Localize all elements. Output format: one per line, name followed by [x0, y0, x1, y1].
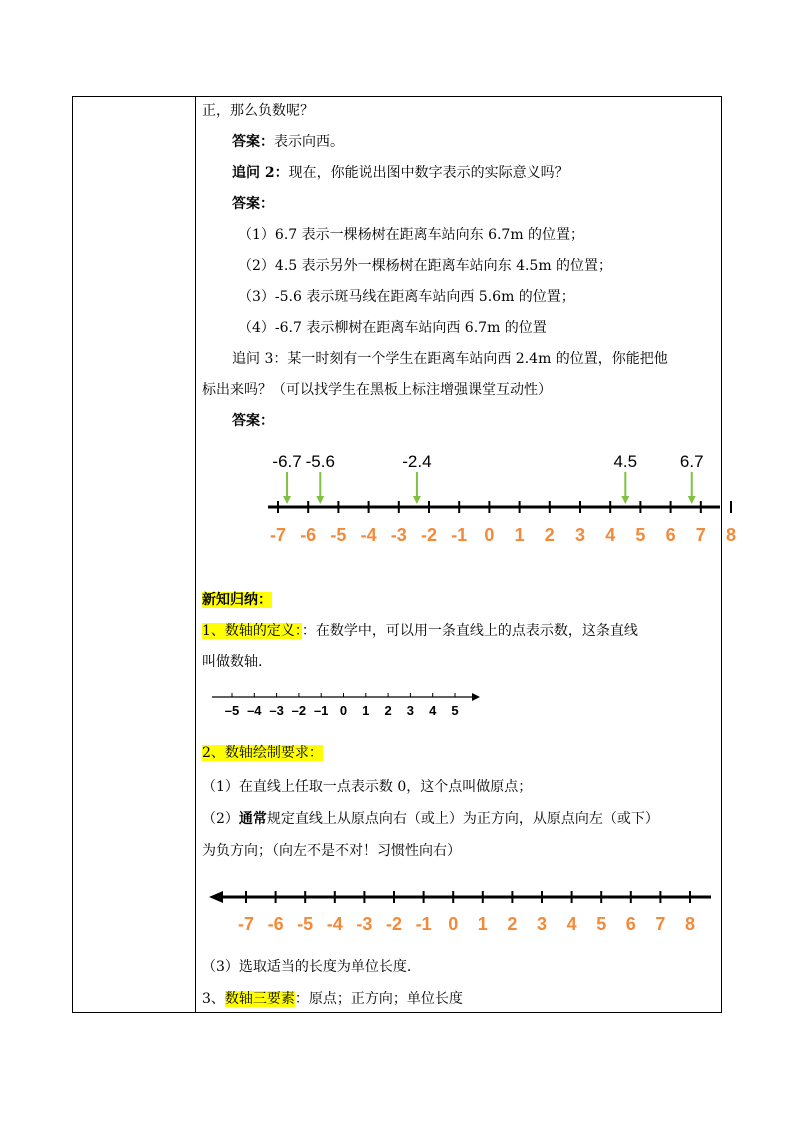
- answer-1: [232, 132, 344, 152]
- tick-label: 2: [384, 703, 392, 718]
- summary-heading: [202, 590, 272, 610]
- rule-3: （3）选取适当的长度为单位长度.: [202, 959, 412, 975]
- lesson-table: [72, 96, 737, 1013]
- tick-label: –5: [224, 703, 240, 718]
- tick-label: 3: [574, 525, 586, 545]
- answer-item-4: （4）-6.7 表示柳树在距离车站向西 6.7m 的位置: [238, 320, 547, 336]
- column-divider: [195, 97, 196, 1012]
- question-2: [232, 163, 569, 183]
- rule-2-rest: 规定直线上从原点向右（或上）为正方向，从原点向左（或下）: [266, 811, 659, 827]
- marker-arrow-head: [316, 496, 324, 504]
- tick-label: 7: [655, 914, 666, 934]
- rule-2-line1: [202, 809, 659, 829]
- tick-label: 5: [635, 525, 646, 545]
- tick-label: 3: [406, 703, 415, 718]
- tick-label: 4: [429, 703, 437, 718]
- rule-2-prefix: （2）: [202, 811, 239, 827]
- question-3-line1: 追问 3：某一时刻有一个学生在距离车站向西 2.4m 的位置，你能把他: [232, 351, 668, 367]
- marker-arrow-head: [688, 496, 696, 504]
- tick-label: 1: [362, 703, 370, 718]
- rule-1: （1）在直线上任取一点表示数 0，这个点叫做原点；: [202, 779, 533, 795]
- axis-arrow-head: [209, 891, 223, 903]
- tick-label: -6: [267, 914, 284, 934]
- tick-label: -7: [269, 525, 287, 545]
- tick-label: 1: [477, 914, 488, 934]
- tick-label: 5: [596, 914, 607, 934]
- rule-2-line2: 为负方向；（向左不是不对！习惯性向右）: [202, 843, 461, 859]
- marker-label: -6.7: [272, 452, 302, 471]
- tick-label: -5: [297, 914, 314, 934]
- answer-text: 表示向西。: [274, 134, 344, 150]
- tick-label: -4: [360, 525, 377, 545]
- number-line-definition: [212, 687, 482, 727]
- tick-label: 1: [514, 525, 525, 545]
- rule-2-bold: 通常: [238, 811, 267, 827]
- marker-arrow-head: [283, 496, 291, 504]
- marker-label: 6.7: [679, 452, 704, 471]
- three-elements-label: 数轴三要素: [224, 991, 295, 1007]
- tick-label: -2: [420, 525, 438, 545]
- tick-label: 6: [625, 914, 636, 934]
- marker-arrow-head: [413, 496, 421, 504]
- tick-label: -4: [326, 914, 343, 934]
- tick-label: 8: [725, 525, 737, 545]
- summary-heading-text: 新知归纳：: [202, 592, 272, 608]
- tick-label: 2: [507, 914, 518, 934]
- tick-label: 5: [451, 703, 459, 718]
- tick-label: -1: [415, 914, 432, 934]
- tick-label: -3: [356, 914, 373, 934]
- answer-label: 答案：: [232, 134, 274, 150]
- tick-label: 2: [544, 525, 555, 545]
- axis-arrow-head: [472, 693, 480, 701]
- three-elements: [202, 989, 463, 1009]
- answer-3-label: 答案：: [232, 413, 274, 429]
- tick-label: –4: [247, 703, 262, 718]
- marker-label: 4.5: [613, 452, 638, 471]
- three-elements-text: ：原点；正方向；单位长度: [294, 991, 463, 1007]
- tick-label: 8: [684, 914, 696, 934]
- definition-line2: 叫做数轴.: [202, 654, 263, 670]
- tick-label: 6: [665, 525, 676, 545]
- definition-line1: [202, 621, 638, 641]
- answer-item-1: （1）6.7 表示一棵杨树在距离车站向东 6.7m 的位置；: [238, 227, 585, 243]
- tick-label: -5: [330, 525, 347, 545]
- answer-item-2: （2）4.5 表示另外一棵杨树在距离车站向东 4.5m 的位置；: [238, 258, 613, 274]
- tick-label: 0: [448, 914, 459, 934]
- tick-label: -6: [300, 525, 317, 545]
- tick-label: 0: [484, 525, 495, 545]
- number-line-direction: [207, 887, 712, 942]
- marker-label: -2.4: [402, 452, 432, 471]
- text-p1: 正，那么负数呢？: [202, 103, 314, 119]
- definition-label: 1、数轴的定义：: [202, 623, 302, 639]
- three-elements-prefix: 3、: [202, 991, 225, 1007]
- answer-item-3: （3）-5.6 表示斑马线在距离车站向西 5.6m 的位置；: [238, 289, 575, 305]
- tick-label: -2: [385, 914, 403, 934]
- marker-label: -5.6: [305, 452, 335, 471]
- tick-label: 4: [605, 525, 616, 545]
- question-text: 现在，你能说出图中数字表示的实际意义吗？: [288, 165, 569, 181]
- question-label: 追问 2：: [232, 165, 289, 181]
- tick-label: 3: [536, 914, 548, 934]
- tick-label: 7: [695, 525, 706, 545]
- tick-label: -7: [237, 914, 255, 934]
- definition-text: ：在数学中，可以用一条直线上的点表示数，这条直线: [301, 623, 638, 639]
- tick-label: –2: [291, 703, 307, 718]
- answer-2-label: 答案：: [232, 196, 274, 212]
- tick-label: -3: [390, 525, 407, 545]
- tick-label: 0: [339, 703, 348, 718]
- drawing-requirements-label: 2、数轴绘制要求：: [202, 745, 323, 761]
- tick-label: –3: [269, 703, 284, 718]
- drawing-requirements: [202, 743, 323, 763]
- marker-arrow-head: [621, 496, 629, 504]
- number-line-answer: [242, 442, 737, 552]
- tick-label: 4: [566, 914, 577, 934]
- tick-label: -1: [451, 525, 468, 545]
- question-3-line2: 标出来吗？（可以找学生在黑板上标注增强课堂互动性）: [202, 382, 552, 398]
- tick-label: –1: [313, 703, 329, 718]
